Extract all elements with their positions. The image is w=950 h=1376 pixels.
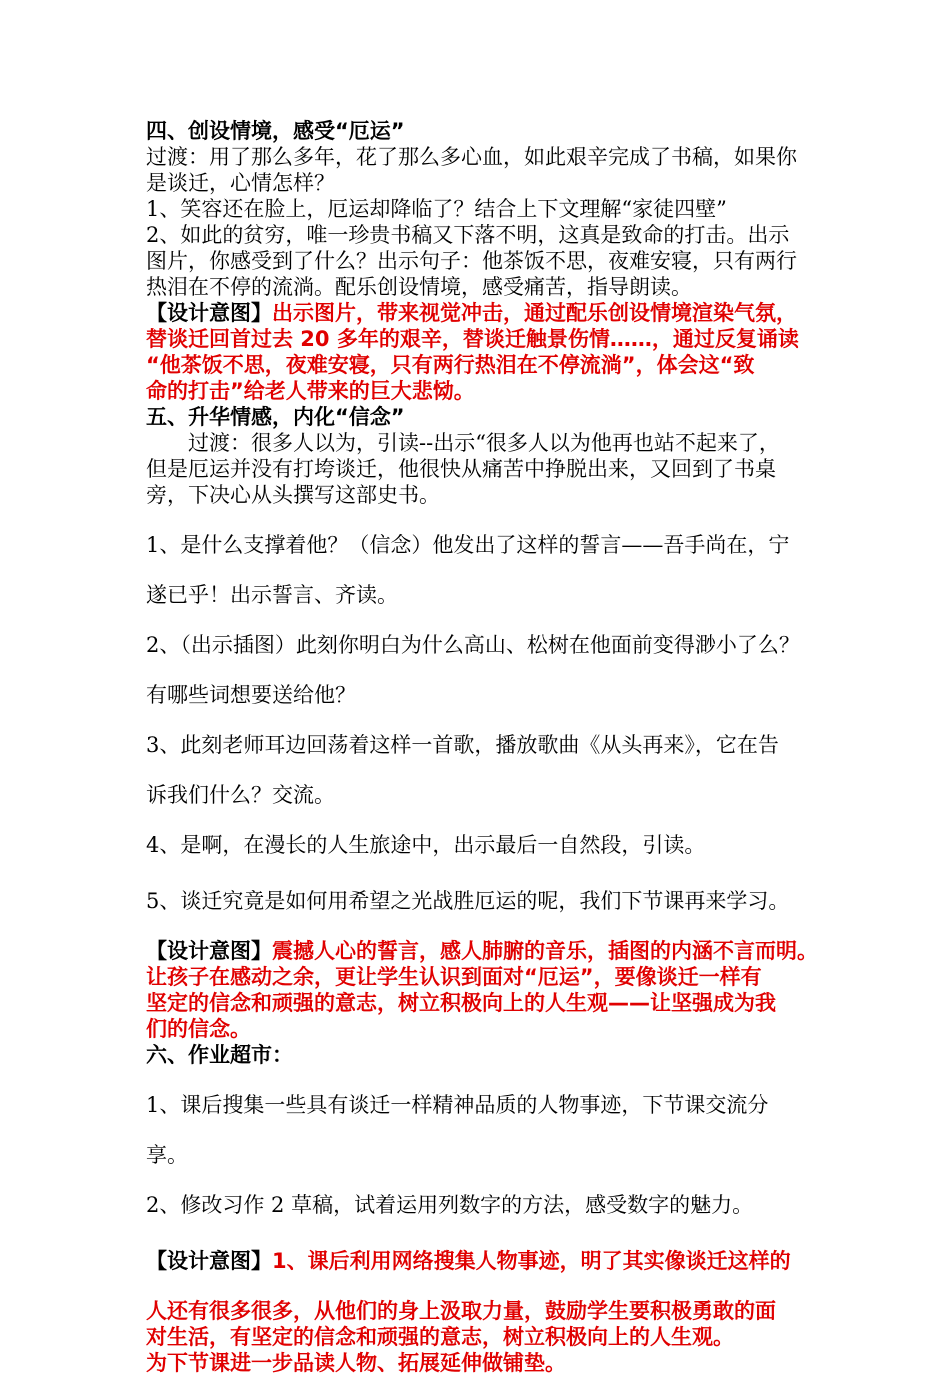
design-intent-label: 【设计意图】: [146, 301, 272, 325]
list-item: 1、课后搜集一些具有谈迁一样精神品质的人物事迹，下节课交流分: [146, 1093, 769, 1117]
paragraph-line: 1、笑容还在脸上，厄运却降临了？结合上下文理解“家徒四壁”: [146, 197, 727, 221]
design-intent-text: 震撼人心的誓言，感人肺腑的音乐，插图的内涵不言而明。: [272, 939, 818, 963]
design-intent-text: 1、课后利用网络搜集人物事迹，明了其实像谈迁这样的: [272, 1249, 791, 1273]
design-intent-text: 让孩子在感动之余，更让学生认识到面对“厄运”，要像谈迁一样有: [146, 965, 762, 989]
list-item: 诉我们什么？交流。: [146, 783, 335, 807]
list-item: 2、（出示插图）此刻你明白为什么高山、松树在他面前变得渺小了么？: [146, 633, 800, 657]
design-intent-text: 为下节课进一步品读人物、拓展延伸做铺垫。: [146, 1351, 566, 1375]
paragraph-line: 过渡：用了那么多年，花了那么多心血，如此艰辛完成了书稿，如果你: [146, 145, 797, 169]
paragraph-line: 热泪在不停的流淌。配乐创设情境，感受痛苦，指导朗读。: [146, 275, 692, 299]
document-body: [146, 118, 826, 1376]
paragraph-line: 旁，下决心从头撰写这部史书。: [146, 483, 440, 507]
design-intent-text: 对生活，有坚定的信念和顽强的意志，树立积极向上的人生观。: [146, 1325, 734, 1349]
section-heading-4: 四、创设情境，感受“厄运”: [146, 119, 405, 143]
design-intent-text: 们的信念。: [146, 1017, 251, 1041]
section-heading-6: 六、作业超市：: [146, 1043, 293, 1067]
list-item: 享。: [146, 1143, 188, 1167]
list-item: 5、谈迁究竟是如何用希望之光战胜厄运的呢，我们下节课再来学习。: [146, 889, 790, 913]
design-intent-text: 出示图片，带来视觉冲击，通过配乐创设情境渲染气氛，: [272, 301, 797, 325]
list-item: 遂已乎！出示誓言、齐读。: [146, 583, 398, 607]
paragraph-line: 但是厄运并没有打垮谈迁，他很快从痛苦中挣脱出来，又回到了书桌: [146, 457, 776, 481]
design-intent-label: 【设计意图】: [146, 939, 272, 963]
design-intent-label: 【设计意图】: [146, 1249, 272, 1273]
paragraph-line: 图片，你感受到了什么？出示句子：他茶饭不思，夜难安寝，只有两行: [146, 249, 797, 273]
design-intent-text: 替谈迁回首过去 20 多年的艰辛，替谈迁触景伤情……，通过反复诵读: [146, 327, 799, 351]
paragraph-line: 是谈迁，心情怎样？: [146, 171, 335, 195]
section-heading-5: 五、升华情感，内化“信念”: [146, 405, 405, 429]
design-intent-text: 人还有很多很多，从他们的身上汲取力量，鼓励学生要积极勇敢的面: [146, 1299, 776, 1323]
design-intent-text: 坚定的信念和顽强的意志，树立积极向上的人生观——让坚强成为我: [146, 991, 776, 1015]
list-item: 有哪些词想要送给他？: [146, 683, 356, 707]
list-item: 2、修改习作 2 草稿，试着运用列数字的方法，感受数字的魅力。: [146, 1193, 754, 1217]
design-intent-line: [146, 1248, 826, 1274]
design-intent-text: 命的打击”给老人带来的巨大悲恸。: [146, 379, 475, 403]
design-intent-line: [146, 300, 826, 326]
list-item: 1、是什么支撑着他？（信念）他发出了这样的誓言——吾手尚在，宁: [146, 533, 790, 557]
paragraph-line: 2、如此的贫穷，唯一珍贵书稿又下落不明，这真是致命的打击。出示: [146, 223, 790, 247]
design-intent-line: [146, 938, 826, 964]
list-item: 3、此刻老师耳边回荡着这样一首歌，播放歌曲《从头再来》，它在告: [146, 733, 779, 757]
paragraph-line: 过渡：很多人以为，引读--出示“很多人以为他再也站不起来了，: [188, 431, 780, 455]
list-item: 4、是啊，在漫长的人生旅途中，出示最后一自然段，引读。: [146, 833, 706, 857]
design-intent-text: “他茶饭不思，夜难安寝，只有两行热泪在不停流淌”，体会这“致: [146, 353, 755, 377]
